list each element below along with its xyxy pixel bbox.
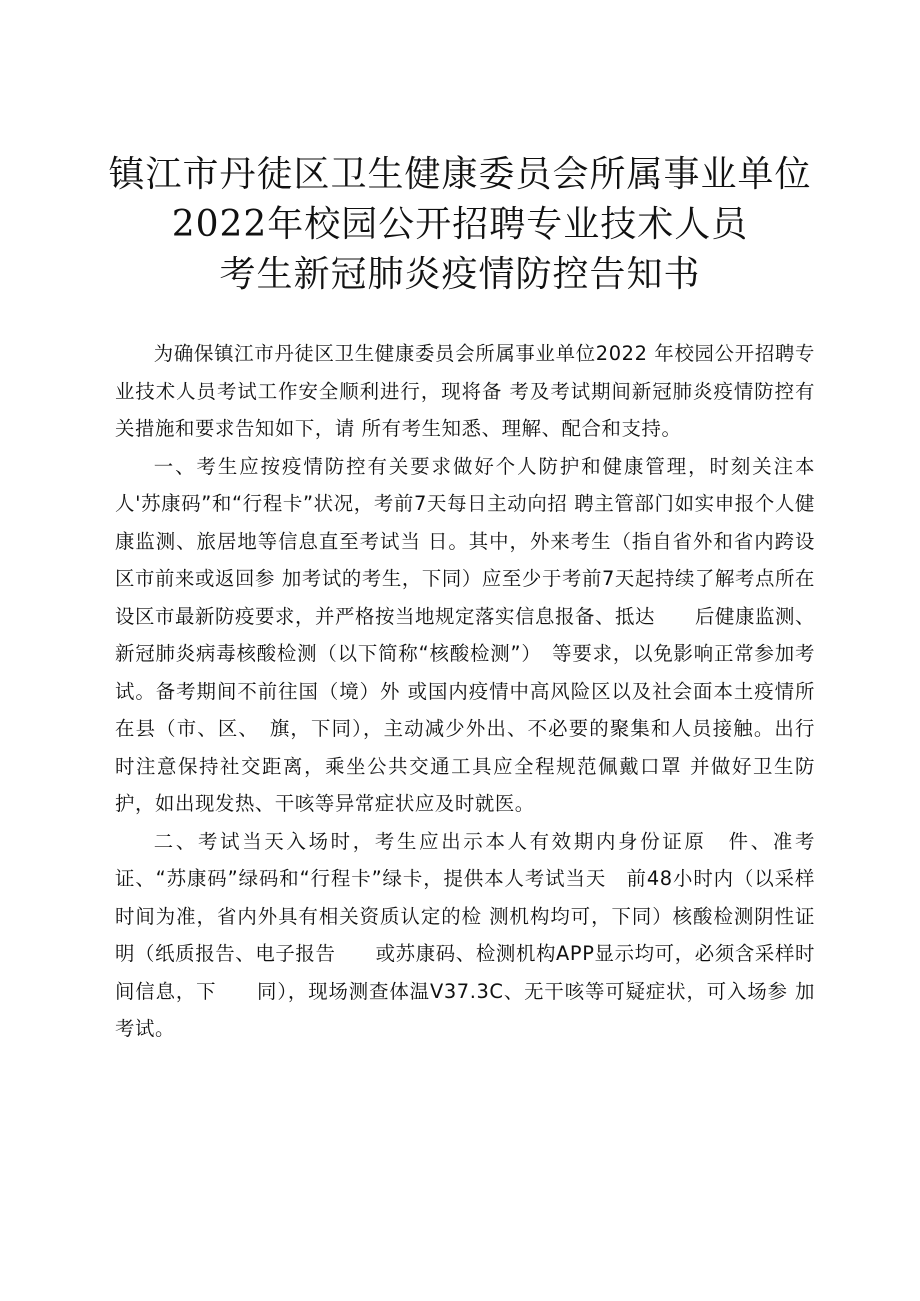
title-line-3: 考生新冠肺炎疫情防控告知书 (219, 254, 701, 295)
paragraph-section-2: 二、考试当天入场时，考生应出示本人有效期内身份证原 件、准考证、“苏康码”绿码和“行程卡”绿卡，提供本人考试当天 前48小时内（以采样时间为准，省内外具有相关资质认定的检 测机构均可，下同）核酸检测阴性证明（纸质报告、电子报告 或苏康码、检测机构APP显示均可，必须含采样时间信息，下 同），现场测查体温V37.3C、无干咳等可疑症状，可入场参 加考试。 (115, 829, 815, 1040)
document-body (115, 335, 815, 1048)
title-line-1: 镇江市丹徒区卫生健康委员会所属事业单位 (108, 154, 812, 195)
document-title (0, 150, 920, 300)
paragraph-section-1: 一、考生应按疫情防控有关要求做好个人防护和健康管理，时刻关注本人'苏康码”和“行程卡”状况，考前7天每日主动向招 聘主管部门如实申报个人健康监测、旅居地等信息直至考试当 日。其中，外来考生（指自省外和省内跨设区市前来或返回参 加考试的考生，下同）应至少于考前7天起持续了解考点所在 设区市最新防疫要求，并严格按当地规定落实信息报备、抵达 后健康监测、新冠肺炎病毒核酸检测（以下简称“核酸检测”） 等要求，以免影响正常参加考试。备考期间不前往国（境）外 或国内疫情中高风险区以及社会面本土疫情所在县（市、区、 旗，下同），主动减少外出、不必要的聚集和人员接触。出行 时注意保持社交距离，乘坐公共交通工具应全程规范佩戴口罩 并做好卫生防护，如出现发热、干咳等异常症状应及时就医。 (115, 454, 815, 815)
title-line-2: 2022年校园公开招聘专业技术人员 (171, 204, 749, 245)
paragraph-intro: 为确保镇江市丹徒区卫生健康委员会所属事业单位2022 年校园公开招聘专业技术人员考试工作安全顺利进行，现将备 考及考试期间新冠肺炎疫情防控有关措施和要求告知如下，请 所有考生知悉、理解、配合和支持。 (115, 342, 815, 440)
